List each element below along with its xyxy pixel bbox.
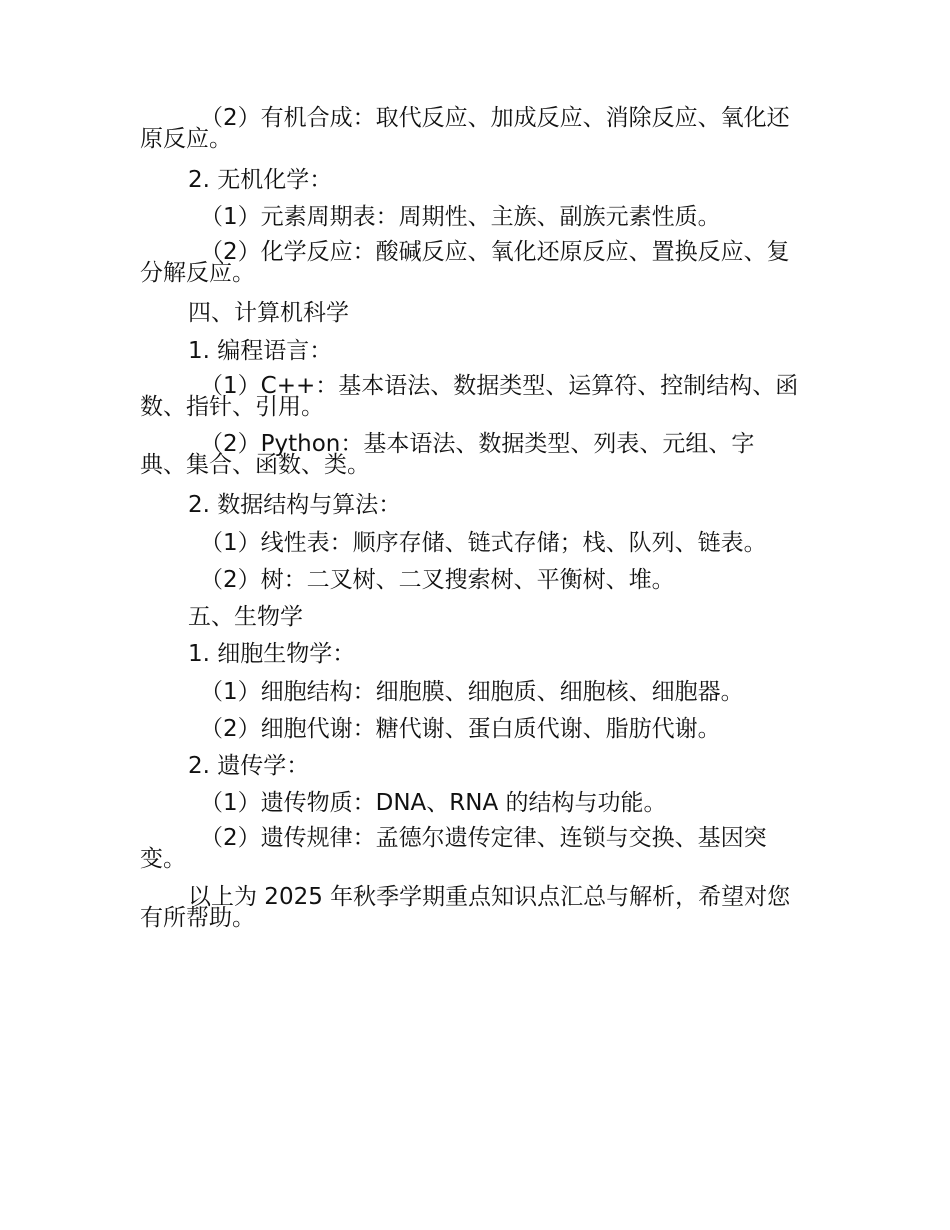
subheading-genetics: 2. 遗传学： (188, 753, 310, 779)
paragraph-organic-synthesis: （2）有机合成：取代反应、加成反应、消除反应、氧化还原反应。 (140, 105, 790, 152)
item-linear-list: （1）线性表：顺序存储、链式存储；栈、队列、链表。 (200, 530, 767, 556)
paragraph-genetic-laws: （2）遗传规律：孟德尔遗传定律、连锁与交换、基因突变。 (140, 825, 767, 872)
heading-biology: 五、生物学 (188, 604, 303, 630)
item-tree: （2）树：二叉树、二叉搜索树、平衡树、堆。 (200, 567, 675, 593)
item-genetic-material: （1）遗传物质：DNA、RNA 的结构与功能。 (200, 790, 667, 816)
item-cell-structure: （1）细胞结构：细胞膜、细胞质、细胞核、细胞器。 (200, 679, 744, 705)
heading-computer-science: 四、计算机科学 (188, 300, 349, 326)
subheading-programming-languages: 1. 编程语言： (188, 338, 333, 364)
subheading-cell-biology: 1. 细胞生物学： (188, 641, 356, 667)
item-periodic-table: （1）元素周期表：周期性、主族、副族元素性质。 (200, 204, 721, 230)
paragraph-python: （2）Python：基本语法、数据类型、列表、元组、字典、集合、函数、类。 (140, 431, 755, 478)
paragraph-cpp: （1）C++：基本语法、数据类型、运算符、控制结构、函数、指针、引用。 (140, 373, 799, 420)
subheading-inorganic-chemistry: 2. 无机化学： (188, 167, 333, 193)
paragraph-chemical-reactions: （2）化学反应：酸碱反应、氧化还原反应、置换反应、复分解反应。 (140, 239, 790, 286)
closing-paragraph: 以上为 2025 年秋季学期重点知识点汇总与解析，希望对您有所帮助。 (140, 884, 791, 931)
item-cell-metabolism: （2）细胞代谢：糖代谢、蛋白质代谢、脂肪代谢。 (200, 716, 721, 742)
subheading-data-structures: 2. 数据结构与算法： (188, 492, 402, 518)
